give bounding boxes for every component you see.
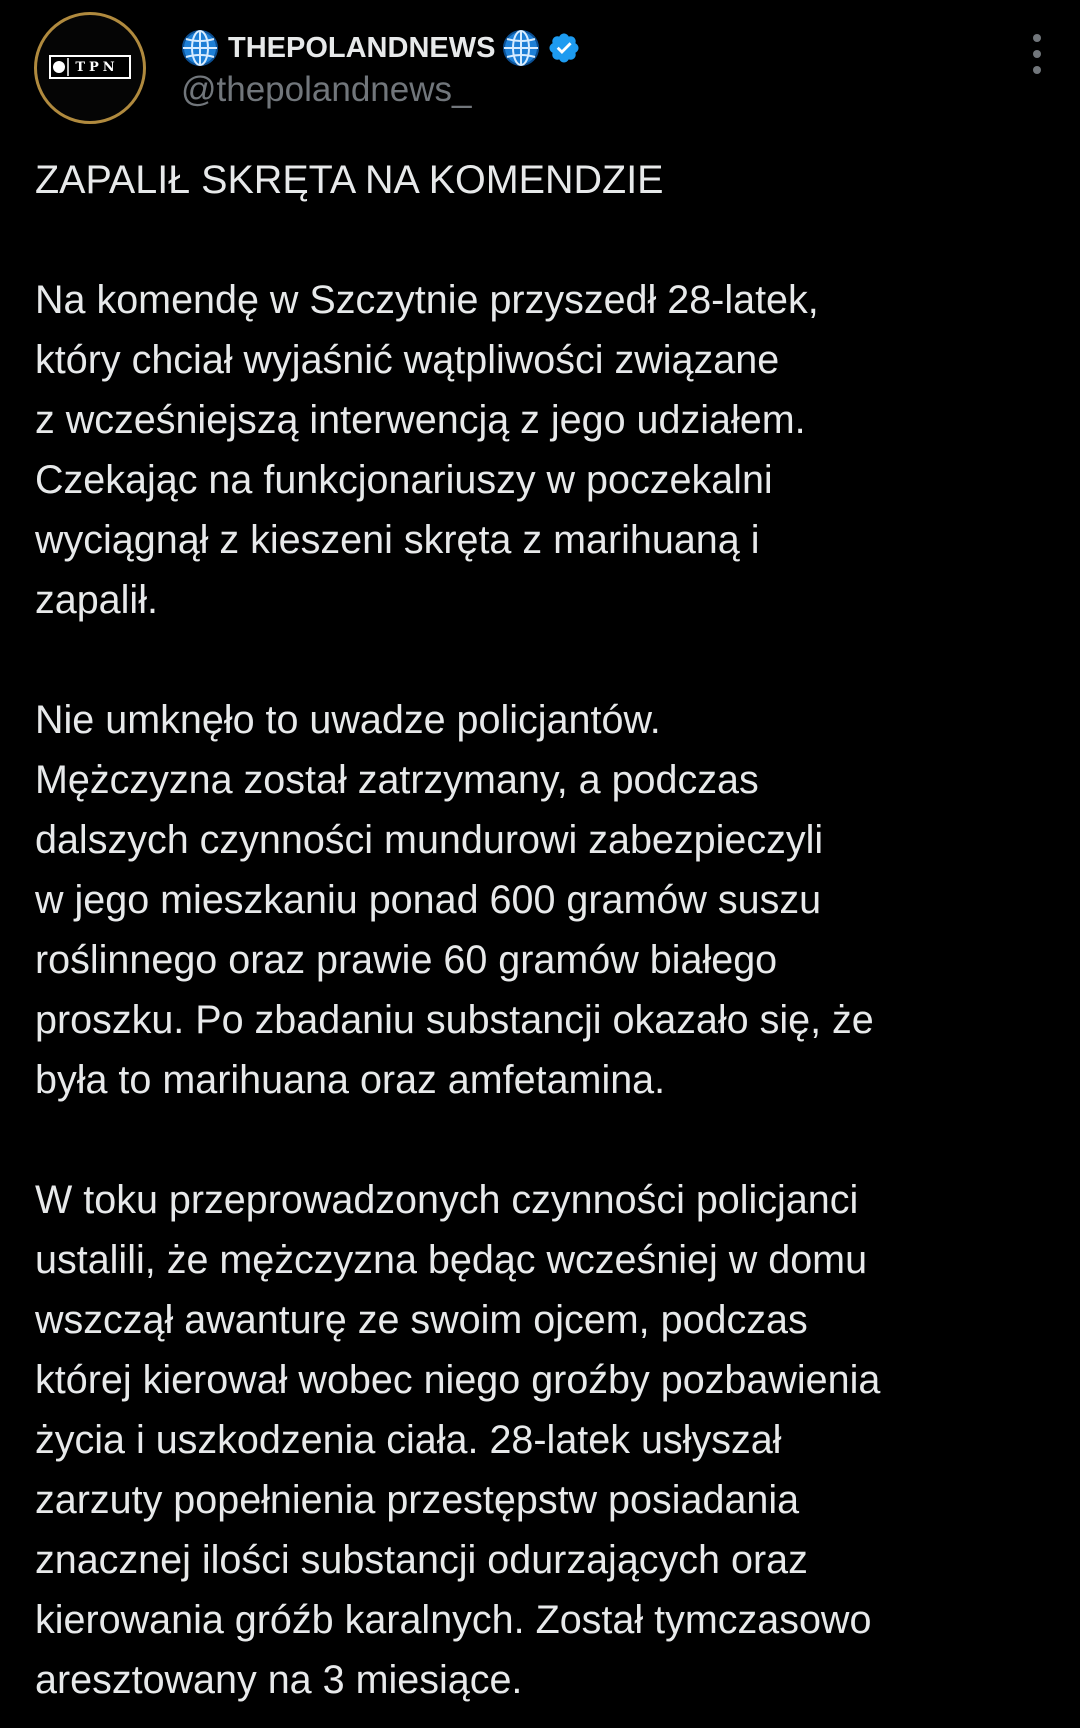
- text-line: Nie umknęło to uwadze policjantów.: [35, 698, 661, 742]
- text-line: wyciągnął z kieszeni skręta z marihuaną i: [35, 518, 760, 562]
- text-line: kierowania gróźb karalnych. Został tymczasowo: [35, 1598, 872, 1642]
- text-line: wszczął awanturę ze swoim ojcem, podczas: [35, 1298, 808, 1342]
- more-dot-icon: [1033, 34, 1041, 42]
- text-line: proszku. Po zbadaniu substancji okazało się, że: [35, 998, 874, 1042]
- text-line: który chciał wyjaśnić wątpliwości związane: [35, 338, 780, 382]
- globe-icon: [501, 28, 541, 68]
- tweet-header: [0, 0, 1080, 140]
- tweet-headline: ZAPALIŁ SKRĘTA NA KOMENDZIE: [35, 158, 664, 202]
- text-line: Czekając na funkcjonariuszy w poczekalni: [35, 458, 773, 502]
- text-line: Na komendę w Szczytnie przyszedł 28-latek,: [35, 278, 819, 322]
- tweet-paragraph-2: [35, 690, 1065, 1110]
- verified-icon: [547, 31, 581, 65]
- text-line: aresztowany na 3 miesiące.: [35, 1658, 523, 1702]
- tweet-text: [35, 150, 1065, 1710]
- text-line: W toku przeprowadzonych czynności policjanci: [35, 1178, 859, 1222]
- avatar[interactable]: [34, 12, 146, 124]
- text-line: zapalił.: [35, 578, 158, 622]
- text-line: była to marihuana oraz amfetamina.: [35, 1058, 666, 1102]
- text-line: dalszych czynności mundurowi zabezpieczyli: [35, 818, 824, 862]
- tpn-logo: [37, 15, 143, 121]
- paragraph-gap: [35, 1110, 1065, 1170]
- paragraph-gap: [35, 630, 1065, 690]
- more-options-button[interactable]: [1022, 34, 1052, 74]
- text-line: w jego mieszkaniu ponad 600 gramów suszu: [35, 878, 822, 922]
- text-line: znacznej ilości substancji odurzających oraz: [35, 1538, 808, 1582]
- tweet-paragraph-1: [35, 270, 1065, 630]
- text-line: z wcześniejszą interwencją z jego udziałem.: [35, 398, 806, 442]
- paragraph-gap: [35, 210, 1065, 270]
- text-line: roślinnego oraz prawie 60 gramów białego: [35, 938, 778, 982]
- text-line: której kierował wobec niego groźby pozbawienia: [35, 1358, 881, 1402]
- handle[interactable]: @thepolandnews_: [181, 70, 472, 109]
- avatar-text: TPN: [75, 60, 119, 75]
- text-line: zarzuty popełnienia przestępstw posiadania: [35, 1478, 800, 1522]
- more-dot-icon: [1033, 50, 1041, 58]
- display-name: THEPOLANDNEWS: [228, 31, 496, 64]
- text-line: Mężczyzna został zatrzymany, a podczas: [35, 758, 759, 802]
- name-row[interactable]: [180, 26, 581, 70]
- more-dot-icon: [1033, 66, 1041, 74]
- text-line: życia i uszkodzenia ciała. 28-latek usłyszał: [35, 1418, 782, 1462]
- globe-icon: [180, 28, 220, 68]
- tweet-paragraph-3: [35, 1170, 1065, 1710]
- text-line: ustalili, że mężczyzna będąc wcześniej w domu: [35, 1238, 868, 1282]
